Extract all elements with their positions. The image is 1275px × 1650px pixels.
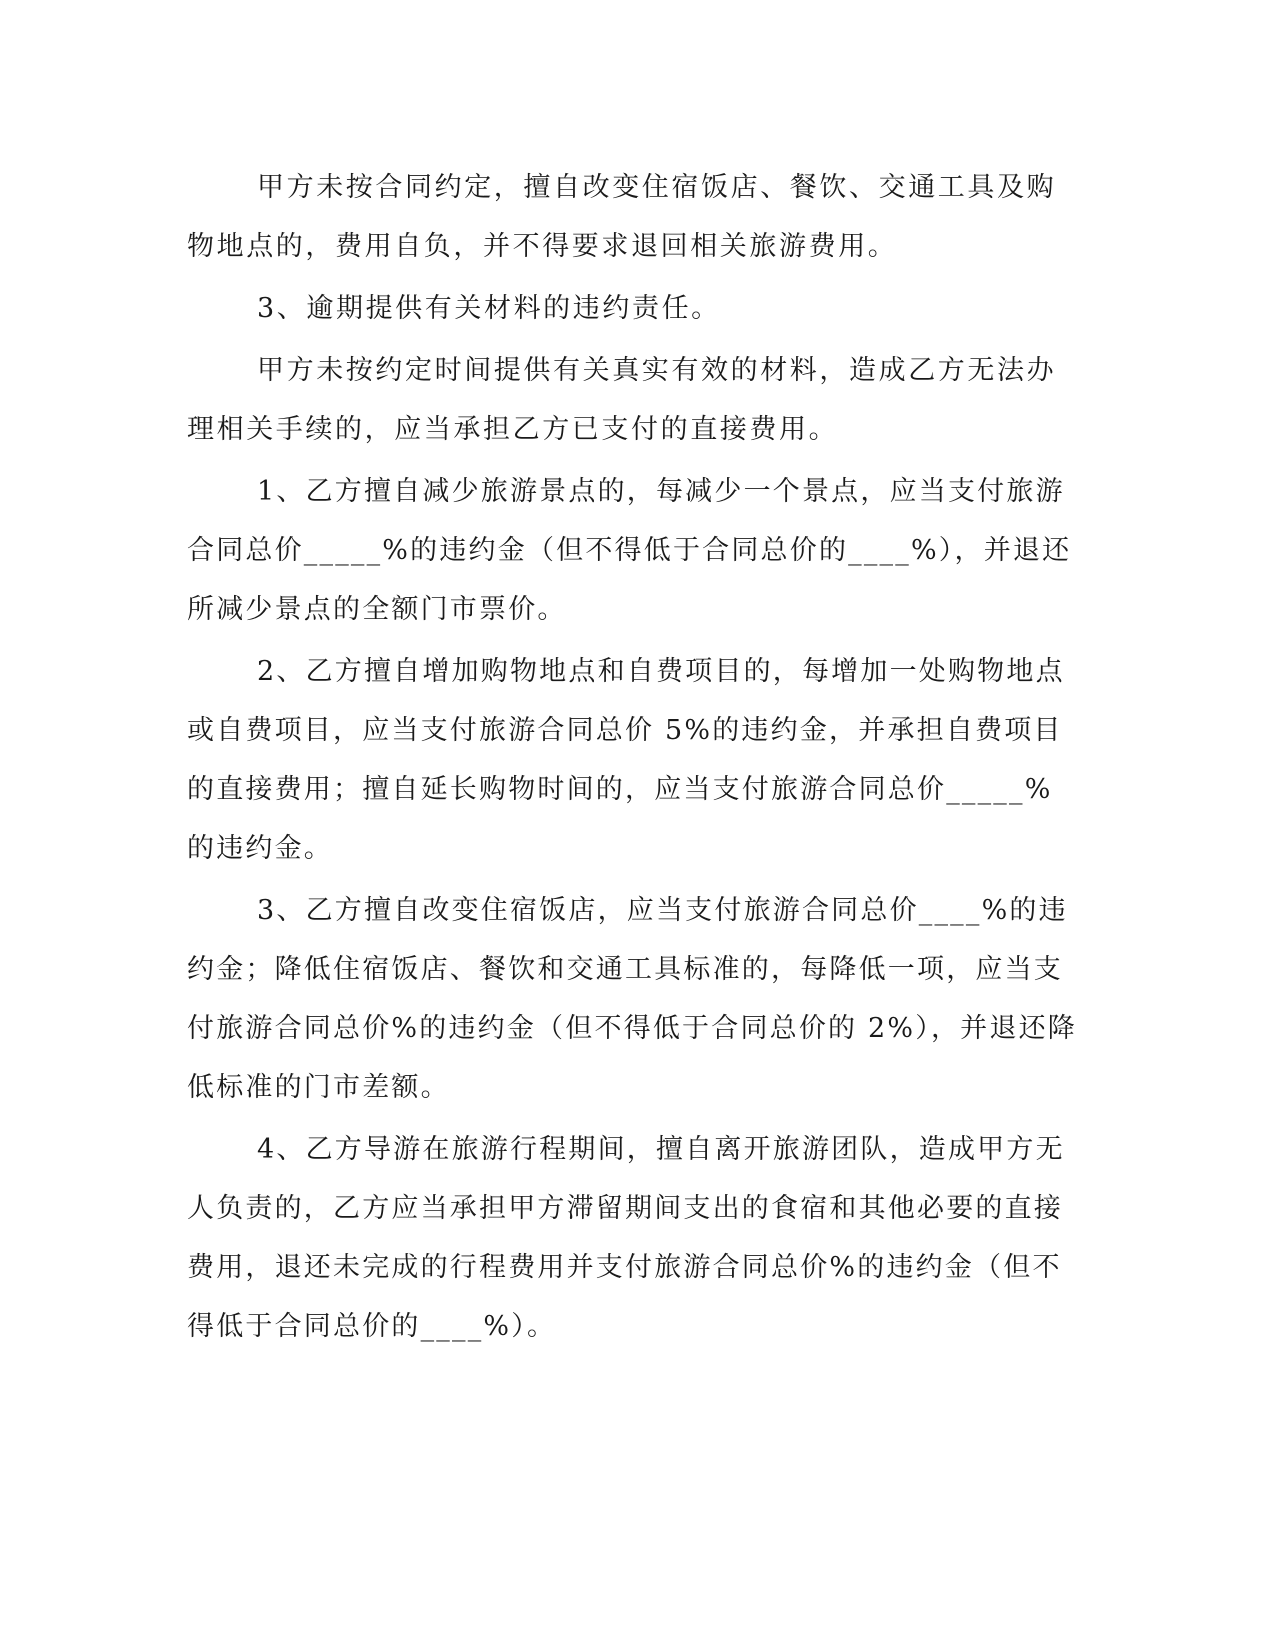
paragraph-2: 3、逾期提供有关材料的违约责任。 bbox=[257, 293, 721, 324]
paragraph-3: 甲方未按约定时间提供有关真实有效的材料，造成乙方无法办理相关手续的，应当承担乙方已支付的直接费用。 bbox=[187, 355, 1057, 445]
paragraph-1: 甲方未按合同约定，擅自改变住宿饭店、餐饮、交通工具及购物地点的，费用自负，并不得要求退回相关旅游费用。 bbox=[187, 172, 1057, 262]
paragraph-4: 1、乙方擅自减少旅游景点的，每减少一个景点，应当支付旅游合同总价_____%的违约金（但不得低于合同总价的____%），并退还所减少景点的全额门市票价。 bbox=[187, 476, 1072, 625]
paragraph-7: 4、乙方导游在旅游行程期间，擅自离开旅游团队，造成甲方无人负责的，乙方应当承担甲方滞留期间支出的食宿和其他必要的直接费用，退还未完成的行程费用并支付旅游合同总价%的违约金（但不得低于合同总价的____%）。 bbox=[187, 1134, 1065, 1342]
paragraph-6: 3、乙方擅自改变住宿饭店，应当支付旅游合同总价____%的违约金；降低住宿饭店、餐饮和交通工具标准的，每降低一项，应当支付旅游合同总价%的违约金（但不得低于合同总价的 2%），并退还降低标准的门市差额。 bbox=[187, 895, 1077, 1103]
document-body bbox=[187, 158, 1077, 1359]
paragraph-5: 2、乙方擅自增加购物地点和自费项目的，每增加一处购物地点或自费项目，应当支付旅游合同总价 5%的违约金，并承担自费项目的直接费用；擅自延长购物时间的，应当支付旅游合同总价_____%的违约金。 bbox=[187, 656, 1065, 864]
